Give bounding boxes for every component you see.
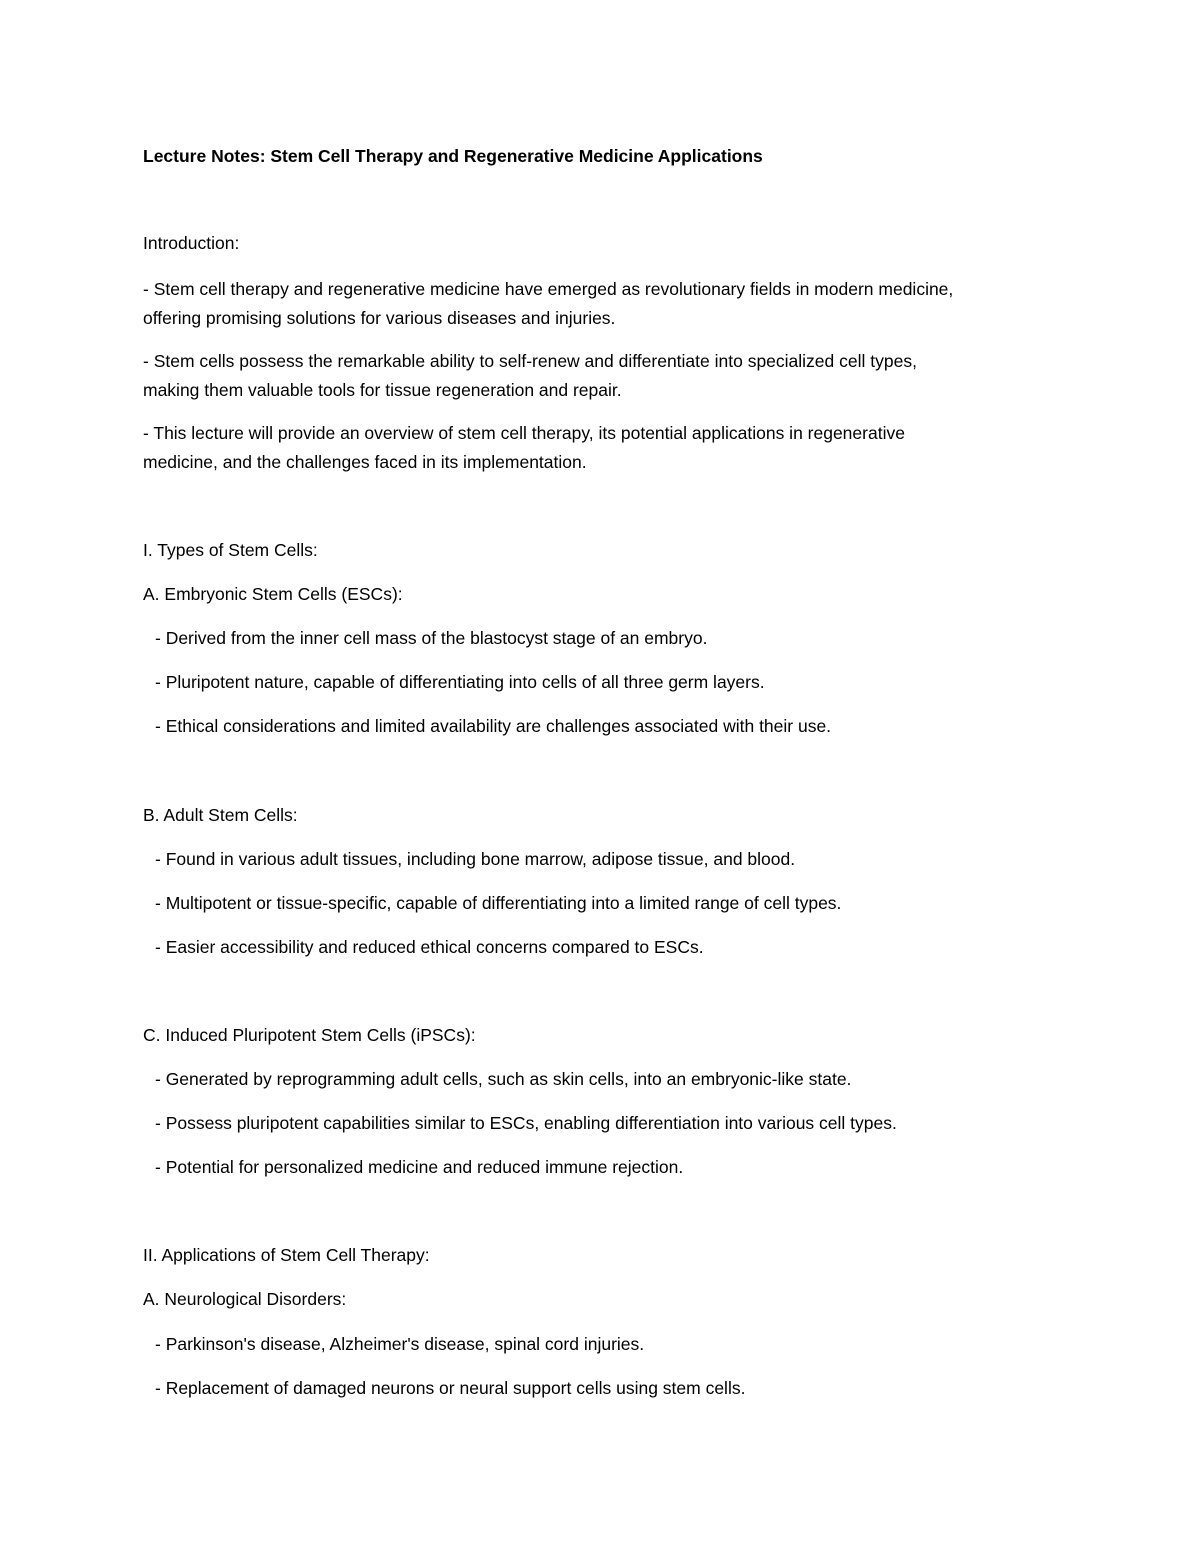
section-2a-heading: A. Neurological Disorders:: [143, 1289, 347, 1309]
section-1b-item-3: - Easier accessibility and reduced ethical concerns compared to ESCs.: [155, 937, 704, 957]
section-1c-item-3: - Potential for personalized medicine and reduced immune rejection.: [155, 1157, 684, 1177]
intro-bullet-2-line-2: making them valuable tools for tissue regeneration and repair.: [143, 380, 622, 400]
section-1a-item-1: - Derived from the inner cell mass of the blastocyst stage of an embryo.: [155, 628, 708, 648]
section-1a-item-3: - Ethical considerations and limited availability are challenges associated with their use.: [155, 716, 832, 736]
intro-bullet-3-line-1: - This lecture will provide an overview of stem cell therapy, its potential applications in regenerative: [143, 423, 905, 443]
section-1c-item-1: - Generated by reprogramming adult cells, such as skin cells, into an embryonic-like state.: [155, 1069, 852, 1089]
section-1a-heading: A. Embryonic Stem Cells (ESCs):: [143, 584, 403, 604]
document-title: Lecture Notes: Stem Cell Therapy and Regenerative Medicine Applications: [143, 146, 763, 166]
section-1b-heading: B. Adult Stem Cells:: [143, 805, 298, 825]
section-1-heading: I. Types of Stem Cells:: [143, 540, 318, 560]
intro-bullet-1-line-2: offering promising solutions for various diseases and injuries.: [143, 308, 616, 328]
section-1b-item-1: - Found in various adult tissues, including bone marrow, adipose tissue, and blood.: [155, 849, 796, 869]
intro-bullet-2-line-1: - Stem cells possess the remarkable ability to self-renew and differentiate into specialized cell types,: [143, 351, 917, 371]
section-2a-item-2: - Replacement of damaged neurons or neural support cells using stem cells.: [155, 1378, 746, 1398]
introduction-heading: Introduction:: [143, 233, 240, 253]
section-1c-heading: C. Induced Pluripotent Stem Cells (iPSCs):: [143, 1025, 476, 1045]
section-1a-item-2: - Pluripotent nature, capable of differentiating into cells of all three germ layers.: [155, 672, 765, 692]
section-1b-item-2: - Multipotent or tissue-specific, capable of differentiating into a limited range of cell types.: [155, 893, 842, 913]
section-2-heading: II. Applications of Stem Cell Therapy:: [143, 1245, 430, 1265]
intro-bullet-1-line-1: - Stem cell therapy and regenerative medicine have emerged as revolutionary fields in modern medicine,: [143, 279, 954, 299]
section-2a-item-1: - Parkinson's disease, Alzheimer's disease, spinal cord injuries.: [155, 1334, 645, 1354]
section-1c-item-2: - Possess pluripotent capabilities similar to ESCs, enabling differentiation into various cell types.: [155, 1113, 897, 1133]
intro-bullet-3-line-2: medicine, and the challenges faced in its implementation.: [143, 452, 587, 472]
